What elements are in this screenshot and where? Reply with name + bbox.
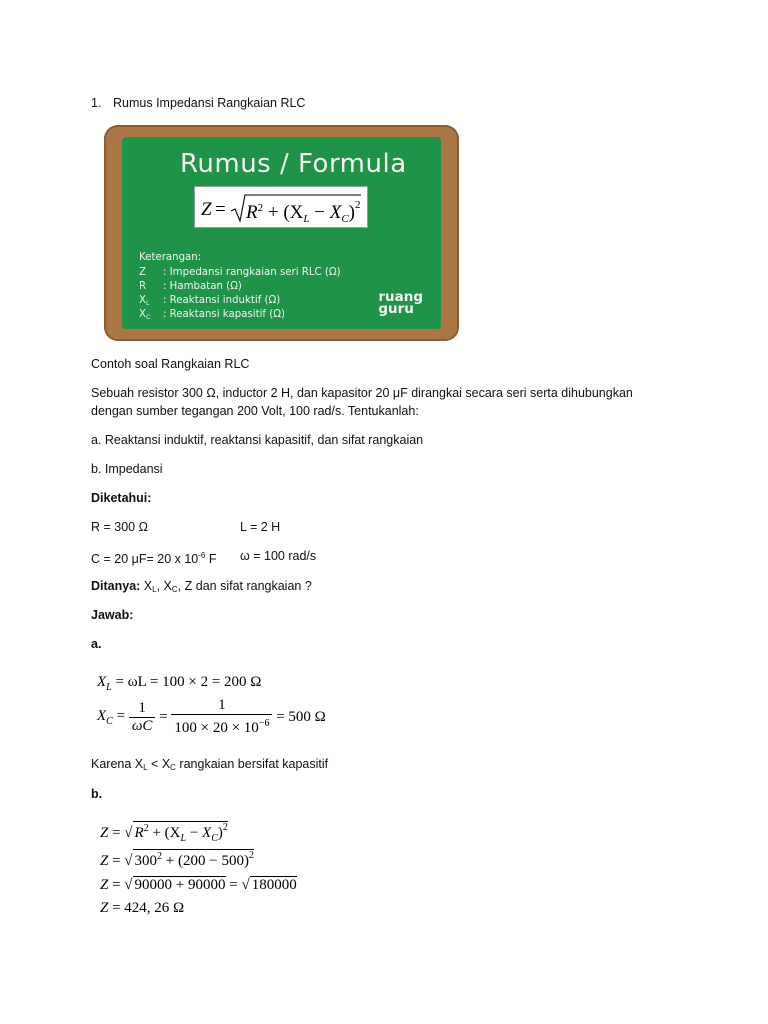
legend-item-xl: $X_L$ : Reaktansi induktif (Ω)	[139, 295, 281, 307]
ruangguru-logo: ruang guru	[378, 289, 423, 317]
legend-item-r: R : Hambatan (Ω)	[139, 281, 242, 292]
problem-line-2: dengan sumber tegangan 200 Volt, 100 rad/s. Tentukanlah:	[91, 404, 419, 418]
known-label: Diketahui:	[91, 491, 152, 505]
known-r: R = 300 Ω	[91, 520, 148, 534]
known-l: L = 2 H	[240, 520, 281, 534]
impedance-step-1: Z = √ $R^2 + (X_L - X_C)^2$	[100, 822, 228, 844]
asked-line: Ditanya: $X_L$, $X_C$, Z dan sifat rangkaian ?	[91, 579, 312, 594]
known-c: C = 20 μF= 20 x $10^{-6}$ F	[91, 551, 217, 566]
impedance-step-3: Z = √ 90000 + 90000 = √ 180000	[100, 877, 297, 893]
legend-item-xc: $X_C$ : Reaktansi kapasitif (Ω)	[139, 309, 285, 321]
question-a: a. Reaktansi induktif, reaktansi kapasitif, dan sifat rangkaian	[91, 433, 424, 447]
answer-label: Jawab:	[91, 608, 134, 622]
section-heading: Rumus Impedansi Rangkaian RLC	[113, 96, 306, 110]
part-b-label: b.	[91, 787, 103, 801]
xc-equation: $X_C$ = $\frac{1}{\omega C}$ = $\frac{1}{100 \times 20 \times 10^{-6}}$ = 500 Ω	[97, 697, 326, 736]
xl-equation: $X_L = \omega L = 100 \times 2 = 200$ Ω	[97, 674, 262, 693]
impedance-formula: Z = $R^2 + (X_L - X_C)^2$	[194, 186, 368, 228]
part-a-label: a.	[91, 637, 102, 651]
board-title: Rumus / Formula	[180, 149, 407, 179]
conclusion-a: Karena $X_L < X_C$ rangkaian bersifat kapasitif	[91, 757, 329, 772]
impedance-step-2: Z = √ $300^2 + (200 - 500)^2$	[100, 850, 254, 869]
question-b: b. Impedansi	[91, 462, 163, 476]
legend-item-z: Z : Impedansi rangkaian seri RLC (Ω)	[139, 267, 341, 278]
example-title: Contoh soal Rangkaian RLC	[91, 357, 250, 371]
known-omega: ω = 100 rad/s	[240, 549, 317, 563]
problem-line-1: Sebuah resistor 300 Ω, inductor 2 H, dan kapasitor 20 μF dirangkai secara seri serta dihubungkan	[91, 386, 633, 400]
chalkboard-surface	[122, 137, 441, 329]
legend-title: Keterangan:	[139, 252, 202, 263]
impedance-result: Z = 424, 26 Ω	[100, 900, 185, 916]
list-number: 1.	[91, 96, 102, 110]
formula-chalkboard	[104, 125, 459, 341]
